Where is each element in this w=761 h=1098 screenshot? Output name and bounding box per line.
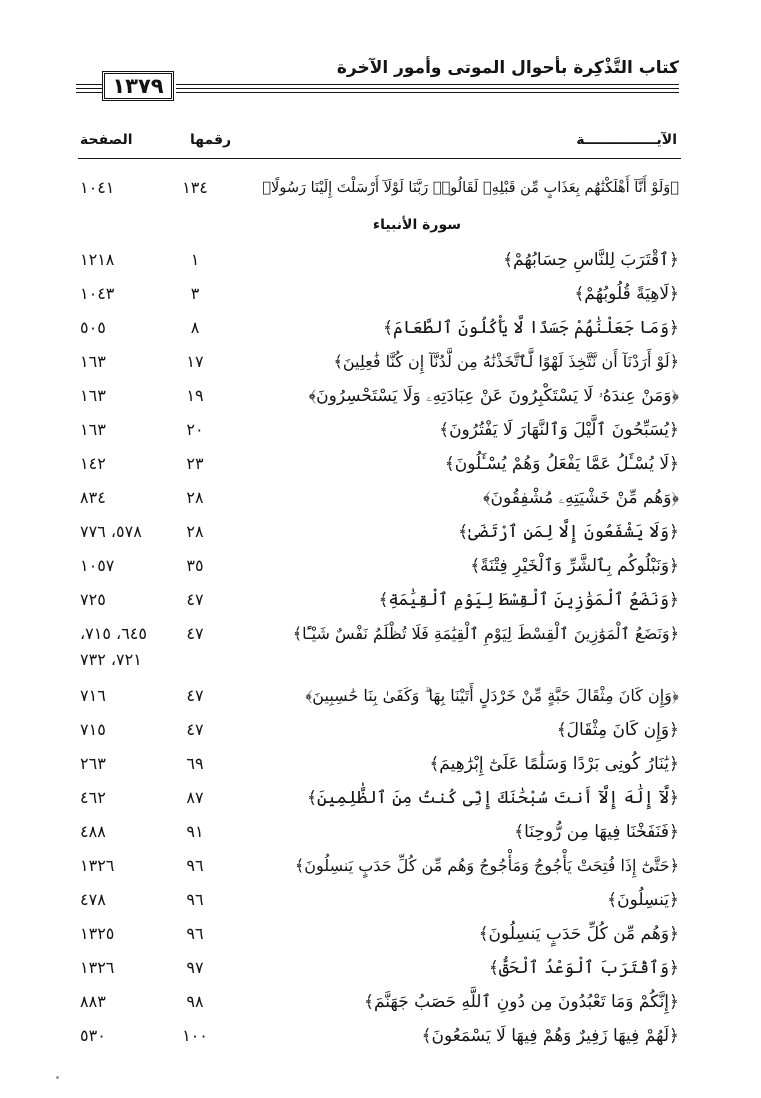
ayah-number: ٢٣ [186,454,204,473]
ayah-text: ﴿يُسَبِّحُونَ ٱلَّيْلَ وَٱلنَّهَارَ لَا يَفْتُرُونَ﴾ [439,420,679,440]
table-row [0,992,761,1024]
ayah-number: ٩١ [186,822,204,841]
ayah-text: ﴿وَنَضَعُ ٱلْمَوَٰزِينَ ٱلْقِسْطَ لِيَوْمِ ٱلْقِيَٰمَةِ﴾ [378,590,679,610]
ayah-text: ﴿وَهُم مِّن كُلِّ حَدَبٍ يَنسِلُونَ﴾ [478,924,679,944]
ayah-text: ﴿وَهُم مِّنْ خَشْيَتِهِۦ مُشْفِقُونَ﴾ [482,488,679,508]
ayah-text: ﴿فَنَفَخْنَا فِيهَا مِن رُّوحِنَا﴾ [514,822,679,842]
table-row [0,386,761,418]
page-reference: ٥٧٨، ٧٧٦ [80,522,142,541]
column-header-number: رقمها [190,132,232,148]
table-row [0,318,761,350]
page-reference [80,624,195,670]
page-reference: ١٢١٨ [80,250,115,269]
header-rule [176,88,679,89]
ayah-number: ٨ [190,318,200,337]
table-row [0,686,761,718]
book-title: كتاب التَّذْكِرة بأحوال الموتى وأمور الآخرة [336,58,679,78]
table-row [0,856,761,888]
table-row [0,754,761,786]
table-row [0,822,761,854]
page-number: ١٣٧٩ [102,71,174,101]
page-reference: ١٠٤٣ [80,284,115,303]
table-row [0,624,761,672]
ayah-text: ﴿يَنسِلُونَ﴾ [607,890,679,910]
page-reference: ١٣٢٥ [80,924,115,943]
ayah-text: ﴿لَهُمْ فِيهَا زَفِيرٌ وَهُمْ فِيهَا لَا يَسْمَعُونَ﴾ [421,1026,679,1046]
ayah-text: ﴿وَنَبْلُوكُم بِٱلشَّرِّ وَٱلْخَيْرِ فِتْنَةً﴾ [470,556,679,576]
ayah-text: ﴿وَمَنْ عِندَهُۥ لَا يَسْتَكْبِرُونَ عَنْ عِبَادَتِهِۦ وَلَا يَسْتَحْسِرُونَ﴾ [308,386,679,406]
ayah-number: ٢٨ [186,488,204,507]
table-row [0,178,761,210]
header-rule [176,84,679,85]
ayah-number: ٤٧ [186,686,204,705]
ayah-number: ٩٧ [186,958,204,977]
ayah-text: ﴿وَمَا جَعَلْنَٰهُمْ جَسَدًا لَّا يَأْكُلُونَ ٱلطَّعَامَ﴾ [383,318,679,338]
table-row [0,488,761,520]
column-header-rule [78,158,681,159]
table-row [0,720,761,752]
page-reference: ٤٦٢ [80,788,106,807]
table-row [0,420,761,452]
ayah-number: ٤٧ [186,624,204,643]
header-rule [176,92,679,93]
page-reference: ١٠٥٧ [80,556,115,575]
page-reference: ٨٣٤ [80,488,106,507]
page-reference: ١٣٢٦ [80,856,115,875]
ayah-text: ﴿لَاهِيَةً قُلُوبُهُمْ﴾ [574,284,679,304]
ayah-number: ١ [190,250,200,269]
ayah-number: ٣ [190,284,200,303]
ayah-number: ٣٥ [186,556,204,575]
table-row [0,958,761,990]
ayah-text: ﴿وَنَضَعُ ٱلْمَوَٰزِينَ ٱلْقِسْطَ لِيَوْمِ ٱلْقِيَٰمَةِ فَلَا تُظْلَمُ نَفْسٌ شَيْـًٔا﴾ [292,624,679,643]
page-reference: ٧١٥ [80,720,106,739]
table-row [0,352,761,384]
ayah-number: ١٧ [186,352,204,371]
column-header-page: الصفحة [80,132,133,148]
ayah-number: ٩٦ [186,924,204,943]
ayah-text: ﴿لَّآ إِلَٰهَ إِلَّآ أَنتَ سُبْحَٰنَكَ إِنِّى كُنتُ مِنَ ٱلظَّٰلِمِينَ﴾ [307,788,679,808]
ayah-number: ٨٧ [186,788,204,807]
ayah-number: ٦٩ [186,754,204,773]
ayah-text: ﴿لَوْ أَرَدْنَآ أَن نَّتَّخِذَ لَهْوًا لَّٱتَّخَذْنَٰهُ مِن لَّدُنَّآ إِن كُنَّا فَٰعِلِينَ﴾ [333,352,679,371]
ayah-text: ﴿إِنَّكُمْ وَمَا تَعْبُدُونَ مِن دُونِ ٱللَّهِ حَصَبُ جَهَنَّمَ﴾ [363,992,679,1012]
table-row [0,454,761,486]
ayah-number: ٩٦ [186,856,204,875]
ayah-number: ٢٠ [186,420,204,439]
ayah-text: ﴿حَتَّىٰٓ إِذَا فُتِحَتْ يَأْجُوجُ وَمَأْجُوجُ وَهُم مِّن كُلِّ حَدَبٍ يَنسِلُونَ﴾ [294,856,679,875]
page-reference: ١٤٢ [80,454,106,473]
table-row [0,890,761,922]
ayah-number: ١٩ [186,386,204,405]
table-row [0,284,761,316]
page-reference: ٥٣٠ [80,1026,106,1045]
ayah-text: ﴿لَا يُسْـَٔلُ عَمَّا يَفْعَلُ وَهُمْ يُسْـَٔلُونَ﴾ [444,454,679,474]
ayah-text: ﴿ٱقْتَرَبَ لِلنَّاسِ حِسَابُهُمْ﴾ [503,250,679,270]
table-row [0,788,761,820]
page-reference: ١٦٣ [80,386,106,405]
page-reference: ١٠٤١ [80,178,115,197]
ayah-number: ٩٨ [186,992,204,1011]
scan-speck [56,1076,59,1079]
column-header-ayah: الآيـــــــــــــــة [576,132,677,148]
ayah-text: ﴿وَلَوْ أَنَّآ أَهْلَكْنَٰهُم بِعَذَابٍ مِّن قَبْلِهِۦ لَقَالُوا۟ رَبَّنَا لَوْلَآ أَرْسَلْتَ إِلَيْنَا رَسُولًا﴾ [262,180,679,196]
page-reference: ٢٦٣ [80,754,106,773]
ayah-text: ﴿وَلَا يَشْفَعُونَ إِلَّا لِمَنِ ٱرْتَضَىٰ﴾ [458,522,679,542]
page-reference: ٧١٦ [80,686,106,705]
page-reference: ٧٢٥ [80,590,106,609]
page-reference: ٨٨٣ [80,992,106,1011]
ayah-number: ١٠٠ [182,1026,208,1045]
header-rule-left [76,88,102,89]
page-reference: ١٦٣ [80,420,106,439]
table-row [0,1026,761,1058]
ayah-number: ٩٦ [186,890,204,909]
ayah-number: ١٣٤ [182,178,208,197]
page-reference-line: ٦٤٥، ٧١٥، [80,624,147,643]
ayah-text: ﴿يَٰنَارُ كُونِى بَرْدًا وَسَلَٰمًا عَلَىٰٓ إِبْرَٰهِيمَ﴾ [429,754,679,774]
ayah-number: ٤٧ [186,590,204,609]
table-row [0,522,761,554]
table-row [0,590,761,622]
page-reference: ٤٨٨ [80,822,106,841]
ayah-text: ﴿وَإِن كَانَ مِثْقَالَ﴾ [556,720,679,740]
ayah-text: ﴿وَإِن كَانَ مِثْقَالَ حَبَّةٍ مِّنْ خَرْدَلٍ أَتَيْنَا بِهَا ۗ وَكَفَىٰ بِنَا حَٰسِبِينَ﴾ [305,686,679,705]
ayah-number: ٤٧ [186,720,204,739]
ayah-number: ٢٨ [186,522,204,541]
page-reference: ٥٠٥ [80,318,106,337]
header-rule-left [76,84,102,85]
page-reference: ١٣٢٦ [80,958,115,977]
header-rule-left [76,92,102,93]
page-reference: ١٦٣ [80,352,106,371]
page-reference-line: ٧٢١، ٧٣٢ [80,650,142,669]
page-reference: ٤٧٨ [80,890,106,909]
table-row [0,250,761,282]
table-row [0,556,761,588]
ayah-text: ﴿وَٱقْتَرَبَ ٱلْوَعْدُ ٱلْحَقُّ﴾ [488,958,679,978]
table-row [0,924,761,956]
surah-heading: سورة الأنبياء [372,217,461,233]
